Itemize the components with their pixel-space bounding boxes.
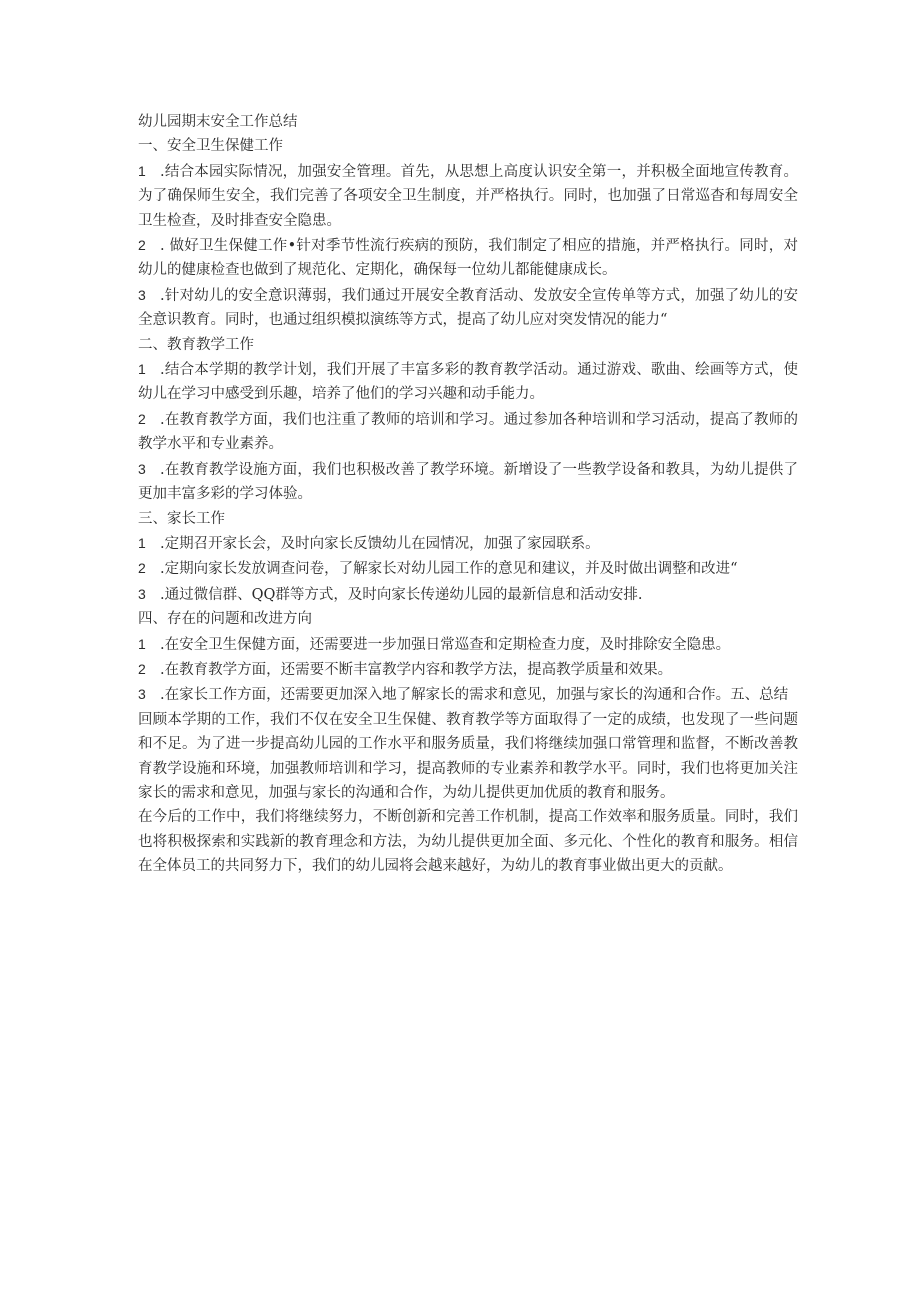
item-text: .结合本园实际情况，加强安全管理。首先，从思想上高度认识安全第一，并积极全面地宣传教育。为了确保师生安全，我们完善了各项安全卫生制度，并严格执行。同时，也加强了日常巡杳和每周安全卫生检查，及时排查安全隐患。 [138,163,798,229]
item-text: .定期召开家长会，及时向家长反馈幼儿在园情况，加强了家园联系。 [160,535,600,552]
section-heading: 四、存在的问题和改进方向 [138,611,312,628]
item-text: .在家长工作方面，还需要更加深入地了解家长的需求和意见，加强与家长的沟通和合作。五、总结 [160,687,789,704]
item-text: .在教育教学方面，我们也注重了教师的培训和学习。通过参加各种培训和学习活动，提高了教师的教学水平和专业素养。 [138,411,798,453]
item-text: .定期向家长发放调查问卷，了解家长对幼儿园工作的意见和建议，并及时做出调整和改进“ [160,561,738,578]
item-number: 2 [138,237,146,254]
section-heading: 三、家长工作 [138,510,225,527]
list-item [138,657,798,682]
list-item [138,682,798,707]
item-text: . 做好卫生保健工作•针对季节性流行疾病的预防，我们制定了相应的措施，并严格执行。同时，对幼儿的健康检查也做到了规范化、定期化，确保每一位幼儿都能健康成长。 [138,238,798,279]
item-text: .针对幼儿的安全意识薄弱，我们通过开展安全教育活动、发放安全宣传单等方式，加强了幼儿的安全意识教育。同时，也通过组织模拟演练等方式，提高了幼儿应对突发情况的能力“ [138,287,798,329]
item-number: 3 [138,585,146,602]
item-text: .在教育教学方面，还需要不断丰富教学内容和教学方法，提高教学质量和效果。 [160,661,673,678]
item-text: .结合本学期的教学计划，我们开展了丰富多彩的教育教学活动。通过游戏、歌曲、绘画等方式，使幼儿在学习中感受到乐趣，培养了他们的学习兴趣和动手能力。 [138,362,798,403]
list-item [138,407,798,457]
item-number: 1 [138,534,146,551]
summary-paragraph: 回顾本学期的工作，我们不仅在安全卫生保健、教育教学等方面取得了一定的成绩，也发现了一些问题和不足。为了进一步提高幼儿园的工作水平和服务质量，我们将继续加强口常管理和监督，不断改善教育教学设施和环境，加强教师培训和学习，提高教师的专业素养和教学水平。同时，我们也将更加关注家长的需求和意见，加强与家长的沟通和合作，为幼儿提供更加优质的教育和服务。 [138,711,798,801]
item-number: 3 [138,686,146,703]
item-number: 1 [138,162,146,179]
list-item [138,357,798,407]
document-title: 幼儿园期末安全工作总结 [138,114,298,130]
list-item [138,233,798,283]
item-number: 1 [138,635,146,652]
list-item [138,531,798,556]
list-item [138,582,798,607]
item-text: .在安全卫生保健方面，还需要进一步加强日常巡查和定期检查力度，及时排除安全隐患。 [160,636,731,653]
item-number: 3 [138,460,146,477]
item-text: .在教育教学设施方面，我们也积极改善了教学环境。新增设了一些教学设备和教具，为幼儿提供了更加丰富多彩的学习体验。 [138,461,798,503]
item-text: .通过微信群、QQ群等方式，及时向家长传递幼儿园的最新信息和活动安排. [160,586,643,603]
list-item [138,632,798,657]
item-number: 2 [138,660,146,677]
list-item [138,159,798,233]
section-heading: 一、安全卫生保健工作 [138,138,283,155]
list-item [138,556,798,581]
item-number: 1 [138,361,146,378]
section-heading: 二、教育教学工作 [138,336,254,353]
list-item [138,457,798,507]
document-body [138,110,798,879]
item-number: 2 [138,410,146,427]
item-number: 3 [138,286,146,303]
outlook-paragraph: 在今后的工作中，我们将继续努力，不断创新和完善工作机制，提高工作效率和服务质量。同时，我们也将积极探索和实践新的教育理念和方法，为幼儿提供更加全面、多元化、个性化的教育和服务。相信在全体员工的共同努力下，我们的幼儿园将会越来越好，为幼儿的教育事业做出更大的贡献。 [138,809,798,875]
list-item [138,283,798,333]
item-number: 2 [138,560,146,577]
